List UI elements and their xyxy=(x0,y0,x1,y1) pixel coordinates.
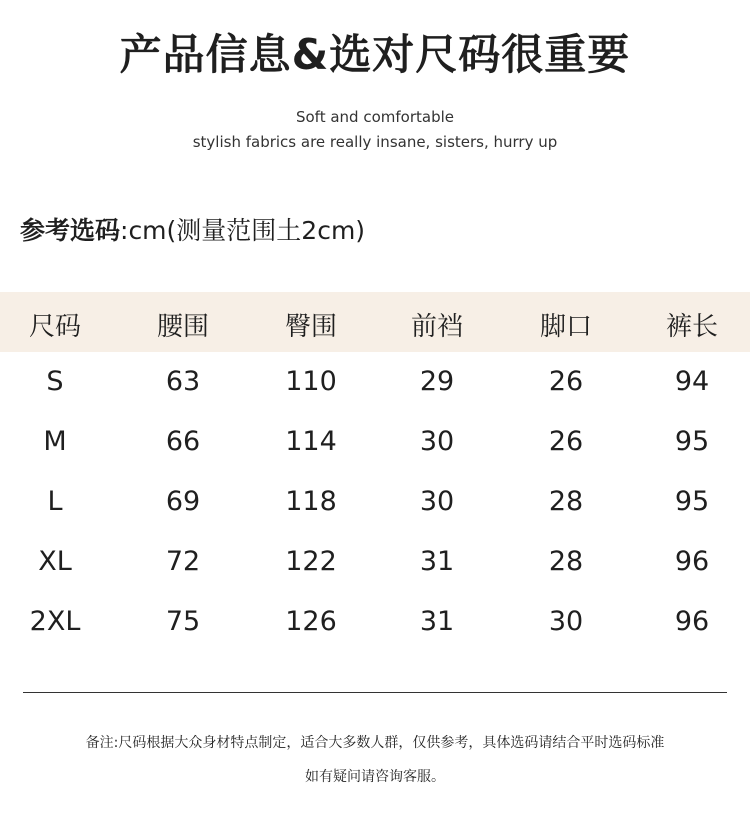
size-guide-heading: 参考选码 xyxy=(20,216,121,245)
measurement-cell: 126 xyxy=(285,606,337,637)
measurement-cell: 95 xyxy=(674,486,710,517)
subtitle-line-1: Soft and comfortable xyxy=(295,108,454,126)
table-header-cell: 腰围 xyxy=(156,312,209,342)
size-label-cell: L xyxy=(47,486,63,517)
table-header-cell: 臀围 xyxy=(284,312,337,342)
measurement-cell: 30 xyxy=(419,426,455,457)
measurement-cell: 114 xyxy=(285,426,337,457)
size-label-cell: 2XL xyxy=(29,606,81,637)
measurement-cell: 29 xyxy=(419,366,455,397)
measurement-cell: 31 xyxy=(419,546,455,577)
size-guide-label xyxy=(20,211,365,247)
measurement-cell: 94 xyxy=(674,366,710,397)
page-title: 产品信息&选对尺码很重要 xyxy=(119,30,631,79)
measurement-cell: 28 xyxy=(548,486,584,517)
size-label-cell: XL xyxy=(38,546,72,577)
divider xyxy=(23,692,727,693)
measurement-cell: 28 xyxy=(548,546,584,577)
measurement-cell: 30 xyxy=(548,606,584,637)
measurement-cell: 96 xyxy=(674,546,710,577)
table-header-cell: 裤长 xyxy=(665,312,718,342)
size-label-cell: M xyxy=(43,426,67,457)
subtitle-line-2: stylish fabrics are really insane, sisters, hurry up xyxy=(192,133,558,151)
measurement-cell: 122 xyxy=(285,546,337,577)
table-header-cell: 脚口 xyxy=(539,312,592,342)
footer-note-line-2: 如有疑问请咨询客服。 xyxy=(305,769,445,785)
footer-note-line-1: 备注:尺码根据大众身材特点制定，适合大多数人群，仅供参考，具体选码请结合平时选码标准 xyxy=(85,735,665,751)
measurement-cell: 118 xyxy=(285,486,337,517)
measurement-cell: 31 xyxy=(419,606,455,637)
measurement-cell: 95 xyxy=(674,426,710,457)
measurement-cell: 96 xyxy=(674,606,710,637)
size-guide-note: :cm(测量范围土2cm) xyxy=(120,216,366,245)
measurement-cell: 72 xyxy=(165,546,201,577)
measurement-cell: 69 xyxy=(165,486,201,517)
measurement-cell: 30 xyxy=(419,486,455,517)
measurement-cell: 75 xyxy=(165,606,201,637)
table-header-cell: 前裆 xyxy=(410,312,463,342)
measurement-cell: 26 xyxy=(548,366,584,397)
measurement-cell: 66 xyxy=(165,426,201,457)
measurement-cell: 63 xyxy=(165,366,201,397)
measurement-cell: 26 xyxy=(548,426,584,457)
measurement-cell: 110 xyxy=(285,366,337,397)
size-label-cell: S xyxy=(46,366,64,397)
table-header-cell: 尺码 xyxy=(28,312,81,342)
